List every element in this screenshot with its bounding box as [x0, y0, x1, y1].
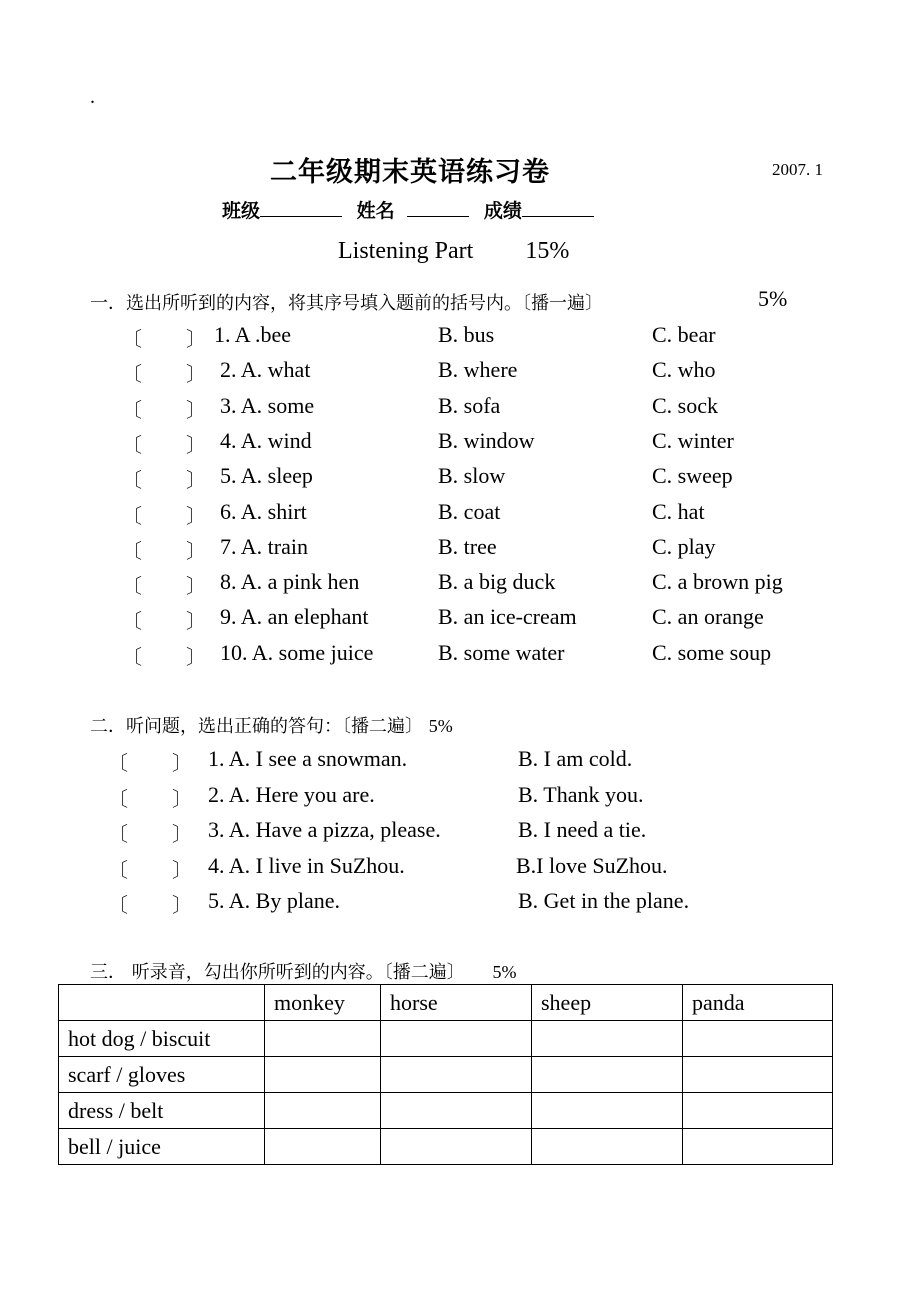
answer-bracket-open[interactable]: 〔: [122, 433, 142, 457]
answer-bracket-close[interactable]: 〕: [172, 858, 192, 882]
question-option-a: 3. A. some: [220, 393, 315, 418]
answer-bracket-close[interactable]: 〕: [186, 362, 206, 386]
answer-bracket-close[interactable]: 〕: [186, 539, 206, 563]
check-cell[interactable]: [265, 1057, 381, 1093]
page-dot: .: [90, 86, 95, 108]
answer-table: [58, 984, 833, 1165]
answer-bracket-open[interactable]: 〔: [108, 751, 128, 775]
question-option-a: 8. A. a pink hen: [220, 569, 360, 594]
question-option-a: 7. A. train: [220, 534, 308, 559]
answer-bracket-open[interactable]: 〔: [122, 539, 142, 563]
question-option-b: B. tree: [438, 534, 497, 559]
answer-bracket-open[interactable]: 〔: [122, 362, 142, 386]
question-option-b: B. slow: [438, 463, 506, 488]
question-option-b: B. coat: [438, 499, 501, 524]
section3-heading: [90, 958, 516, 984]
table-header-cell: sheep: [532, 985, 683, 1021]
question-option-b: B. a big duck: [438, 569, 556, 594]
answer-bracket-open[interactable]: 〔: [122, 645, 142, 669]
section2-heading: [90, 712, 453, 738]
question-option-a: 4. A. wind: [220, 428, 312, 453]
answer-bracket-open[interactable]: 〔: [122, 398, 142, 422]
part-title: [338, 238, 569, 265]
answer-bracket-open[interactable]: 〔: [122, 609, 142, 633]
question-option-b: B. an ice-cream: [438, 604, 577, 629]
answer-bracket-close[interactable]: 〕: [186, 398, 206, 422]
question-option-a: 5. A. sleep: [220, 463, 313, 488]
answer-bracket-open[interactable]: 〔: [122, 327, 142, 351]
answer-bracket-open[interactable]: 〔: [108, 893, 128, 917]
row-label: scarf / gloves: [59, 1057, 265, 1093]
class-blank: [260, 198, 342, 217]
question-option-c: C. sweep: [652, 463, 733, 488]
answer-bracket-open[interactable]: 〔: [122, 574, 142, 598]
part-label: Listening Part: [338, 238, 474, 264]
answer-bracket-close[interactable]: 〕: [172, 822, 192, 846]
table-header-cell: horse: [381, 985, 532, 1021]
table-header-cell: panda: [683, 985, 833, 1021]
table-row: [59, 1057, 833, 1093]
answer-bracket-open[interactable]: 〔: [122, 468, 142, 492]
answer-bracket-open[interactable]: 〔: [122, 504, 142, 528]
question-option-b: B. bus: [438, 322, 495, 347]
table-header-cell: monkey: [265, 985, 381, 1021]
answer-bracket-close[interactable]: 〕: [186, 327, 206, 351]
check-cell[interactable]: [381, 1057, 532, 1093]
row-label: dress / belt: [59, 1093, 265, 1129]
row-label: hot dog / biscuit: [59, 1021, 265, 1057]
check-cell[interactable]: [683, 1093, 833, 1129]
name-blank: [407, 198, 469, 217]
question-option-a: 2. A. what: [220, 357, 311, 382]
answer-bracket-close[interactable]: 〕: [186, 645, 206, 669]
answer-option-b: B.I love SuZhou.: [516, 853, 668, 878]
table-header-row: [59, 985, 833, 1021]
answer-bracket-close[interactable]: 〕: [172, 787, 192, 811]
answer-option-a: 1. A. I see a snowman.: [208, 746, 408, 771]
score-label: 成绩: [483, 200, 522, 222]
answer-option-a: 4. A. I live in SuZhou.: [208, 853, 405, 878]
answer-bracket-open[interactable]: 〔: [108, 787, 128, 811]
check-cell[interactable]: [265, 1129, 381, 1165]
answer-option-b: B. Thank you.: [518, 782, 644, 807]
part-percent: 15%: [525, 238, 570, 264]
answer-bracket-close[interactable]: 〕: [186, 609, 206, 633]
page-title: 二年级期末英语练习卷: [270, 157, 550, 188]
answer-bracket-close[interactable]: 〕: [186, 574, 206, 598]
question-option-a: 9. A. an elephant: [220, 604, 369, 629]
question-option-c: C. bear: [652, 322, 716, 347]
question-option-b: B. where: [438, 357, 518, 382]
question-option-b: B. sofa: [438, 393, 501, 418]
check-cell[interactable]: [532, 1021, 683, 1057]
check-cell[interactable]: [683, 1129, 833, 1165]
question-option-a: 6. A. shirt: [220, 499, 307, 524]
answer-option-a: 3. A. Have a pizza, please.: [208, 817, 441, 842]
answer-bracket-open[interactable]: 〔: [108, 858, 128, 882]
score-blank: [522, 198, 594, 217]
check-cell[interactable]: [683, 1057, 833, 1093]
check-cell[interactable]: [532, 1057, 683, 1093]
question-option-c: C. play: [652, 534, 716, 559]
row-label: bell / juice: [59, 1129, 265, 1165]
question-option-c: C. sock: [652, 393, 718, 418]
check-cell[interactable]: [265, 1021, 381, 1057]
table-row: [59, 1093, 833, 1129]
section3-score: 5%: [492, 962, 517, 982]
question-option-b: B. window: [438, 428, 535, 453]
answer-option-b: B. I need a tie.: [518, 817, 647, 842]
check-cell[interactable]: [683, 1021, 833, 1057]
question-option-c: C. winter: [652, 428, 734, 453]
answer-bracket-close[interactable]: 〕: [172, 893, 192, 917]
question-option-a: 1. A .bee: [214, 322, 291, 347]
answer-option-a: 2. A. Here you are.: [208, 782, 375, 807]
check-cell[interactable]: [381, 1021, 532, 1057]
check-cell[interactable]: [532, 1093, 683, 1129]
table-row: [59, 1021, 833, 1057]
student-info-line: [222, 196, 602, 223]
question-option-a: 10. A. some juice: [220, 640, 374, 665]
check-cell[interactable]: [532, 1129, 683, 1165]
answer-option-b: B. Get in the plane.: [518, 888, 690, 913]
answer-option-b: B. I am cold.: [518, 746, 633, 771]
name-label: 姓名: [356, 200, 395, 222]
question-option-c: C. who: [652, 357, 716, 382]
section1-instruction: 一．选出所听到的内容，将其序号填入题前的括号内。〔播一遍〕: [90, 293, 603, 314]
check-cell[interactable]: [381, 1129, 532, 1165]
section2-instruction: 二．听问题，选出正确的答句：〔播二遍〕: [90, 716, 423, 737]
answer-option-a: 5. A. By plane.: [208, 888, 340, 913]
section1-score: 5%: [758, 286, 788, 311]
check-cell[interactable]: [381, 1093, 532, 1129]
question-option-c: C. hat: [652, 499, 705, 524]
table-header-cell: [59, 985, 265, 1021]
section3-instruction: 三． 听录音，勾出你所听到的内容。〔播二遍〕: [90, 962, 465, 983]
answer-bracket-close[interactable]: 〕: [186, 504, 206, 528]
check-cell[interactable]: [265, 1093, 381, 1129]
answer-bracket-close[interactable]: 〕: [172, 751, 192, 775]
answer-bracket-open[interactable]: 〔: [108, 822, 128, 846]
answer-bracket-close[interactable]: 〕: [186, 433, 206, 457]
exam-date: 2007. 1: [772, 160, 823, 179]
answer-bracket-close[interactable]: 〕: [186, 468, 206, 492]
section2-score: 5%: [428, 716, 453, 736]
question-option-b: B. some water: [438, 640, 565, 665]
question-option-c: C. an orange: [652, 604, 764, 629]
question-option-c: C. a brown pig: [652, 569, 783, 594]
question-option-c: C. some soup: [652, 640, 772, 665]
table-row: [59, 1129, 833, 1165]
class-label: 班级: [222, 200, 261, 222]
